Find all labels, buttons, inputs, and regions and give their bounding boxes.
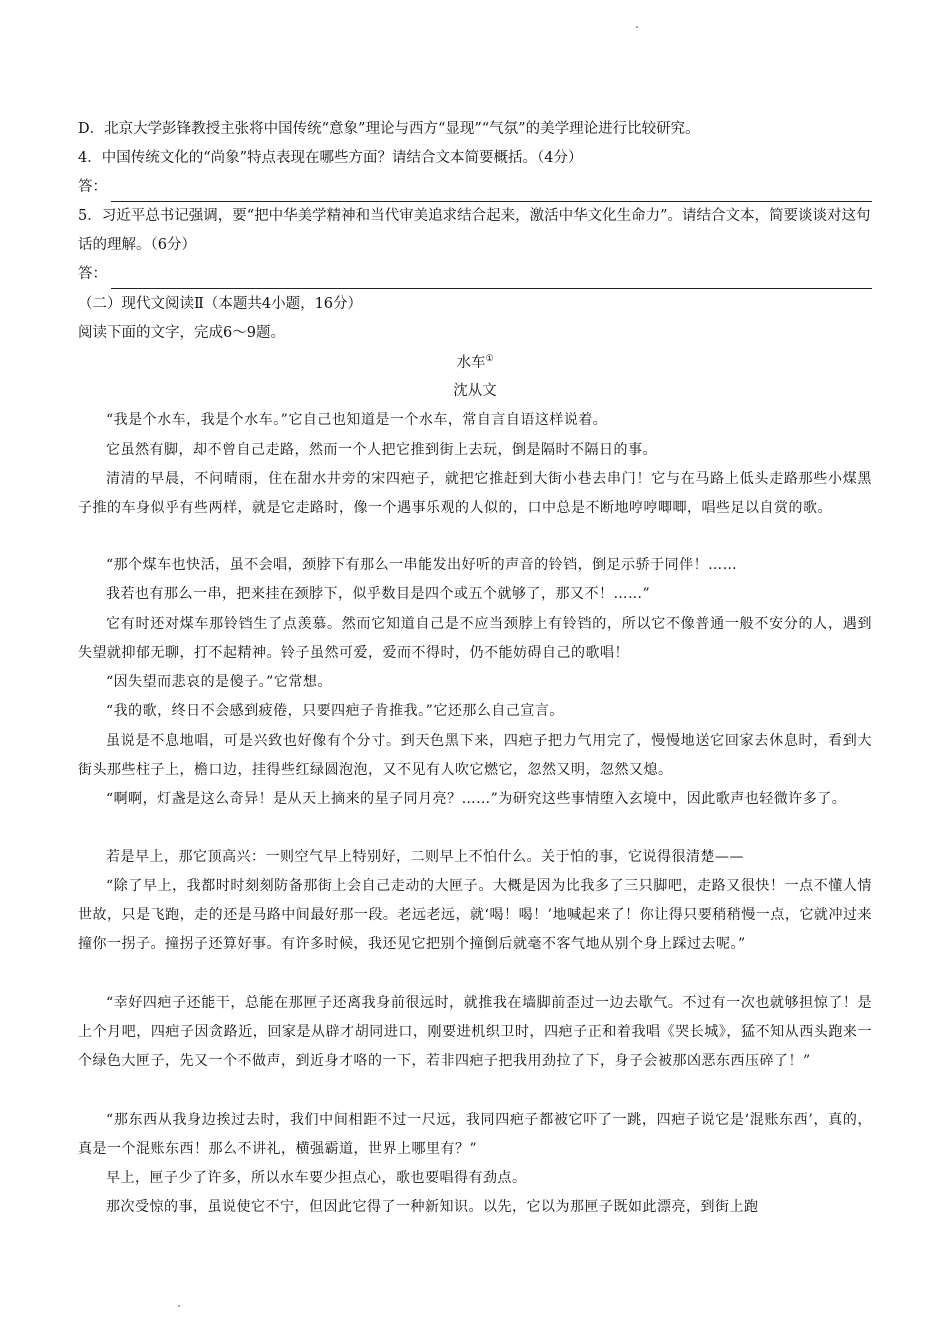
- answer-line-5[interactable]: [78, 260, 872, 289]
- question-5: 5．习近平总书记强调，要“把中华美学精神和当代审美追求结合起来，激活中华文化生命力”。请结合文本，简要谈谈对这句话的理解。（6分）: [78, 208, 871, 253]
- answer-line-4[interactable]: [78, 173, 872, 202]
- answer-blank[interactable]: [111, 183, 872, 202]
- paragraph: “那东西从我身边挨过去时，我们中间相距不过一尺远，我同四疤子都被它吓了一跳，四疤子说它是‘混账东西’，真的，真是一个混账东西！那么不讲礼，横强霸道，世界上哪里有？”: [78, 1112, 872, 1157]
- option-d: D．北京大学彭锋教授主张将中国传统“意象”理论与西方“显现”“气氛”的美学理论进行比较研究。: [78, 121, 700, 137]
- paragraph: “因失望而悲哀的是傻子。”它常想。: [106, 674, 332, 690]
- paragraph: 虽说是不息地唱，可是兴致也好像有个分寸。到天色黑下来，四疤子把力气用完了，慢慢地送它回家去休息时，看到大街头那些柱子上，檐口边，挂得些红绿圆泡泡，又不见有人吹它燃它，忽然又明，忽然又熄。: [78, 733, 872, 778]
- paragraph: 它虽然有脚，却不曾自己走路，然而一个人把它推到街上去玩，倒是隔时不隔日的事。: [106, 442, 657, 458]
- paragraph: 清清的早晨，不问晴雨，住在甜水井旁的宋四疤子，就把它推赶到大街小巷去串门！它与在马路上低头走路那些小煤黑子推的车身似乎有些两样，就是它走路时，像一个遇事乐观的人似的，口中总是不断地哼哼唧唧，唱些足以自赏的歌。: [78, 471, 872, 516]
- reading-instruction: 阅读下面的文字，完成6～9题。: [78, 325, 285, 341]
- question-4: 4．中国传统文化的“尚象”特点表现在哪些方面？请结合文本简要概括。（4分）: [78, 150, 583, 166]
- answer-blank[interactable]: [111, 270, 872, 289]
- paragraph: “幸好四疤子还能干，总能在那匣子还离我身前很远时，就推我在墙脚前歪过一边去歇气。不过有一次也就够担惊了！是上个月吧，四疤子因贪路近，回家是从辟才胡同进口，刚要进机织卫时，四疤子正和着我唱《哭长城》，猛不知从西头跑来一个绿色大匣子，先又一个不做声，到近身才咯的一下，若非四疤子把我用劲拉了下，身子会被那凶恶东西压碎了！”: [78, 995, 872, 1069]
- paragraph: “啊啊，灯盏是这么奇异！是从天上摘来的星子同月亮？……”为研究这些事情堕入玄境中，因此歌声也轻微许多了。: [106, 791, 847, 807]
- title-footnote-marker: ①: [485, 354, 494, 365]
- title-text: 水车: [456, 355, 486, 371]
- paragraph: “我的歌，终日不会感到疲倦，只要四疤子肯推我。”它还那么自己宣言。: [106, 703, 564, 719]
- paragraph: 若是早上，那它顶高兴：一则空气早上特别好，二则早上不怕什么。关于怕的事，它说得很清楚——: [106, 849, 744, 865]
- paragraph: 我若也有那么一串，把来挂在颈脖下，似乎数目是四个或五个就够了，那又不！……”: [106, 586, 651, 602]
- answer-label: 答：: [78, 179, 107, 195]
- answer-label: 答：: [78, 266, 107, 282]
- paragraph: 它有时还对煤车那铃铛生了点羡慕。然而它知道自己是不应当颈脖上有铃铛的，所以它不像普通一般不安分的人，遇到失望就抑郁无聊，打不起精神。铃子虽然可爱，爱而不得时，仍不能妨碍自己的歌唱！: [78, 616, 872, 661]
- article-author: 沈从文: [453, 383, 497, 399]
- paragraph: “除了早上，我都时时刻刻防备那街上会自己走动的大匣子。大概是因为比我多了三只脚吧，走路又很快！一点不懂人情世故，只是飞跑，走的还是马路中间最好那一段。老远老远，就‘喝！喝！’地喊起来了！你让得只要稍稍慢一点，它就冲过来撞你一拐子。撞拐子还算好事。有许多时候，我还见它把别个撞倒后就毫不客气地从别个身上踩过去呢。”: [78, 878, 872, 952]
- paragraph: “那个煤车也快活，虽不会唱，颈脖下有那么一串能发出好听的声音的铃铛，倒足示骄于同伴！……: [106, 557, 738, 573]
- paragraph: “我是个水车，我是个水车。”它自己也知道是一个水车，常自言自语这样说着。: [106, 412, 608, 428]
- paragraph: 那次受惊的事，虽说使它不宁，但因此它得了一种新知识。以先，它以为那匣子既如此漂亮，到街上跑: [106, 1199, 759, 1215]
- scan-dot-top: [636, 26, 638, 28]
- scan-dot-bottom: [178, 1305, 180, 1307]
- paragraph: 早上，匣子少了许多，所以水车要少担点心，歌也要唱得有劲点。: [106, 1170, 527, 1186]
- section-heading: （二）现代文阅读Ⅱ（本题共4小题，16分）: [78, 296, 363, 312]
- article-title: [0, 349, 950, 378]
